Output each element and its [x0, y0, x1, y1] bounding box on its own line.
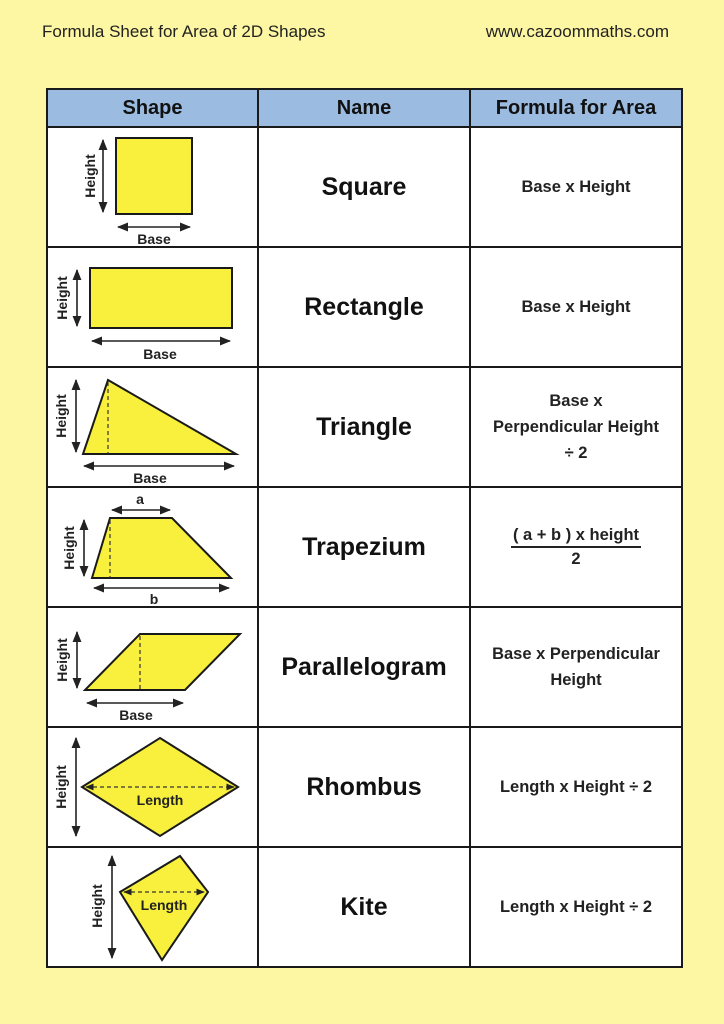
- column-header-name: Name: [258, 89, 470, 127]
- name-cell: [258, 847, 470, 967]
- table-row-rectangle: [47, 247, 682, 367]
- table-row-triangle: [47, 367, 682, 487]
- triangle-shape: [83, 380, 236, 454]
- shape-cell: [47, 487, 258, 607]
- formula-denominator: 2: [571, 550, 581, 568]
- square-diagram: [48, 128, 257, 246]
- shape-name: Rhombus: [306, 772, 422, 801]
- trapezium-diagram: [48, 488, 257, 606]
- page-header: [40, 22, 672, 46]
- formula-cell: [470, 847, 682, 967]
- formula-cell: [470, 247, 682, 367]
- formula-line: Base x: [549, 392, 603, 410]
- shape-cell: [47, 607, 258, 727]
- table-row-square: [47, 127, 682, 247]
- table-row-trapezium: [47, 487, 682, 607]
- name-cell: [258, 127, 470, 247]
- height-label: Height: [54, 638, 70, 682]
- base-label: Base: [137, 231, 171, 246]
- column-header-formula: Formula for Area: [470, 89, 682, 127]
- top-label: a: [136, 491, 144, 507]
- table-row-rhombus: [47, 727, 682, 847]
- shape-name: Rectangle: [304, 292, 424, 321]
- area-formula: Length x Height ÷ 2: [499, 778, 653, 796]
- kite-diagram: [48, 848, 257, 966]
- formula-cell: [470, 487, 682, 607]
- bottom-label: b: [149, 591, 159, 606]
- parallelogram-diagram: [48, 608, 257, 726]
- trapezium-shape: [92, 518, 231, 578]
- formula-cell: [470, 607, 682, 727]
- column-header-shape: Shape: [47, 89, 258, 127]
- formula-line: Base x Perpendicular: [492, 645, 660, 663]
- parallelogram-shape: [85, 634, 240, 690]
- formula-numerator: ( a + b ) x height: [511, 524, 641, 548]
- shape-name: Triangle: [316, 412, 412, 441]
- name-cell: [258, 247, 470, 367]
- shape-cell: [47, 727, 258, 847]
- area-formula: [511, 524, 641, 570]
- name-cell: [258, 487, 470, 607]
- shape-name: Trapezium: [302, 532, 426, 561]
- base-label: Base: [143, 346, 177, 362]
- height-label: Height: [61, 526, 77, 570]
- shape-cell: [47, 247, 258, 367]
- area-formula: [471, 641, 681, 693]
- formula-line: Height: [550, 671, 602, 689]
- shape-name: Kite: [340, 892, 388, 921]
- website-url: www.cazoommaths.com: [485, 22, 669, 41]
- area-formula: Length x Height ÷ 2: [499, 898, 653, 916]
- name-cell: [258, 607, 470, 727]
- shape-name: Parallelogram: [281, 652, 447, 681]
- formula-table: [46, 88, 683, 968]
- name-cell: [258, 727, 470, 847]
- table-row-parallelogram: [47, 607, 682, 727]
- square-shape: [116, 138, 192, 214]
- area-formula: Base x Height: [521, 178, 631, 196]
- area-formula: Base x Height: [521, 298, 631, 316]
- length-label: Length: [136, 792, 184, 808]
- area-formula: [471, 388, 681, 466]
- formula-cell: [470, 727, 682, 847]
- shape-name: Square: [321, 172, 407, 201]
- rectangle-shape: [90, 268, 232, 328]
- shape-cell: [47, 847, 258, 967]
- formula-line: Perpendicular Height: [493, 418, 659, 436]
- formula-cell: [470, 127, 682, 247]
- rectangle-diagram: [48, 248, 257, 366]
- height-label: Height: [89, 884, 105, 928]
- length-label: Length: [140, 897, 188, 913]
- table-header-row: [47, 89, 682, 127]
- triangle-diagram: [48, 368, 257, 486]
- shape-cell: [47, 367, 258, 487]
- formula-cell: [470, 367, 682, 487]
- rhombus-diagram: [48, 728, 257, 846]
- height-label: Height: [82, 154, 98, 198]
- base-label: Base: [133, 470, 167, 486]
- shape-cell: [47, 127, 258, 247]
- formula-line: ÷ 2: [564, 444, 588, 462]
- table-row-kite: [47, 847, 682, 967]
- page-title: Formula Sheet for Area of 2D Shapes: [42, 22, 326, 41]
- height-label: Height: [53, 765, 69, 809]
- name-cell: [258, 367, 470, 487]
- height-label: Height: [54, 276, 70, 320]
- base-label: Base: [119, 707, 153, 723]
- height-label: Height: [53, 394, 69, 438]
